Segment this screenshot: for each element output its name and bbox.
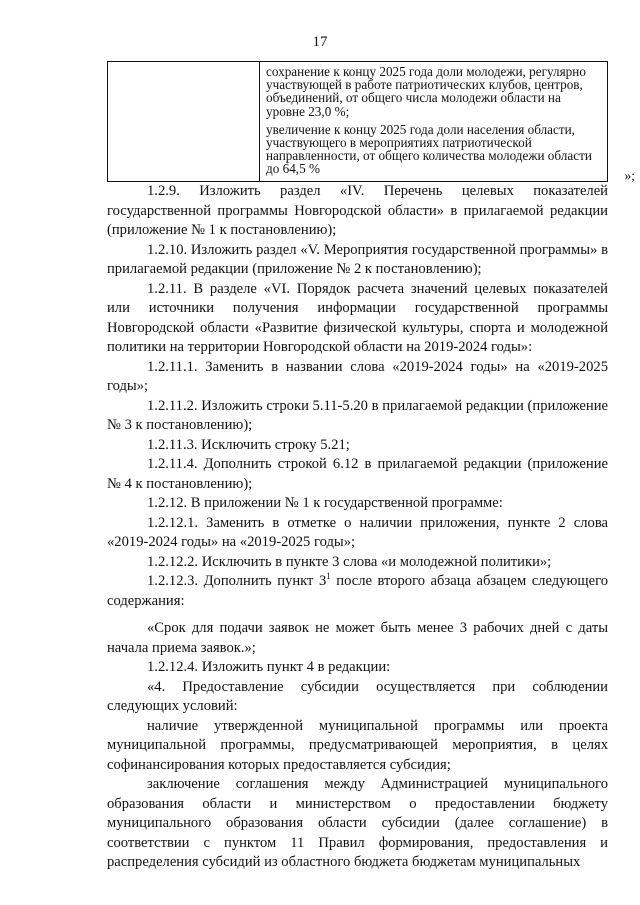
paragraph: 1.2.11.1. Заменить в названии слова «2019-2024 годы» на «2019-2025 годы»; (107, 358, 608, 394)
paragraph: заключение соглашения между Администрацией муниципального образования области и министерством о предоставлении бюджету муниципального образования области субсидии (далее соглашение) в соответствии с пунктом 11 Правил формирования, предоставления и распределения субсидий из областного бюджета бюджетам муниципальных (107, 776, 608, 870)
paragraph: 1.2.10. Изложить раздел «V. Мероприятия государственной программы» в прилагаемой редакции (приложение № 2 к постановлению); (107, 241, 608, 277)
indicators-table (107, 61, 635, 183)
paragraph: 1.2.12. В приложении № 1 к государственной программе: (147, 495, 503, 511)
superscript: 1 (326, 571, 331, 582)
closing-quote: »; (624, 167, 635, 183)
paragraph: 1.2.12.2. Исключить в пункте 3 слова «и молодежной политики»; (147, 553, 552, 570)
paragraph: 1.2.11.3. Исключить строку 5.21; (147, 436, 350, 453)
paragraph: 1.2.11.2. Изложить строки 5.11-5.20 в прилагаемой редакции (приложение № 3 к постановлению); (107, 397, 608, 433)
table-row (108, 62, 608, 182)
page-number: 17 (312, 34, 328, 50)
table-cell-empty (108, 62, 260, 182)
table-cell-indicators (260, 62, 635, 183)
paragraph: 1.2.12.4. Изложить пункт 4 в редакции: (147, 659, 391, 675)
paragraph: «4. Предоставление субсидии осуществляется при соблюдении следующих условий: (107, 678, 608, 714)
indicator-text: увеличение к концу 2025 года доли населения области, участвующего в мероприятиях патриотической направленности, от общего количества молодежи области до 64,5 % (266, 121, 592, 177)
indicator-text: сохранение к концу 2025 года доли молодежи, регулярно участвующей в работе патриотических клубов, центров, объединений, от общего числа молодежи области на уровне 23,0 %; (266, 64, 586, 119)
paragraph: 1.2.12.1. Заменить в отметке о наличии приложения, пункте 2 слова «2019-2024 годы» на «2019-2025 годы»; (107, 514, 608, 550)
paragraph: наличие утвержденной муниципальной программы или проекта муниципальной программы, предусматривающей мероприятия, в целях софинансирования которых предоставляется субсидия; (107, 717, 608, 773)
document-body (107, 182, 608, 873)
paragraph: 1.2.11.4. Дополнить строкой 6.12 в прилагаемой редакции (приложение № 4 к постановлению); (107, 456, 608, 492)
paragraph: 1.2.9. Изложить раздел «IV. Перечень целевых показателей государственной программы Новгородской области» в прилагаемой редакции (приложение № 1 к постановлению); (107, 183, 608, 238)
paragraph-part: 1.2.12.3. Дополнить пункт 3 (147, 573, 327, 589)
paragraph-part: после второго абзаца абзацем следующего содержания: (107, 573, 608, 609)
quoted-paragraph: «Срок для подачи заявок не может быть менее 3 рабочих дней с даты начала приема заявок.»; (107, 620, 608, 656)
paragraph-superscript (107, 572, 608, 611)
paragraph: 1.2.11. В разделе «VI. Порядок расчета значений целевых показателей или источники получения информации государственной программы Новгородской области «Развитие физической культуры, спорта и молодежной политики на территории Новгородской области на 2019-2024 годы»: (107, 280, 608, 355)
